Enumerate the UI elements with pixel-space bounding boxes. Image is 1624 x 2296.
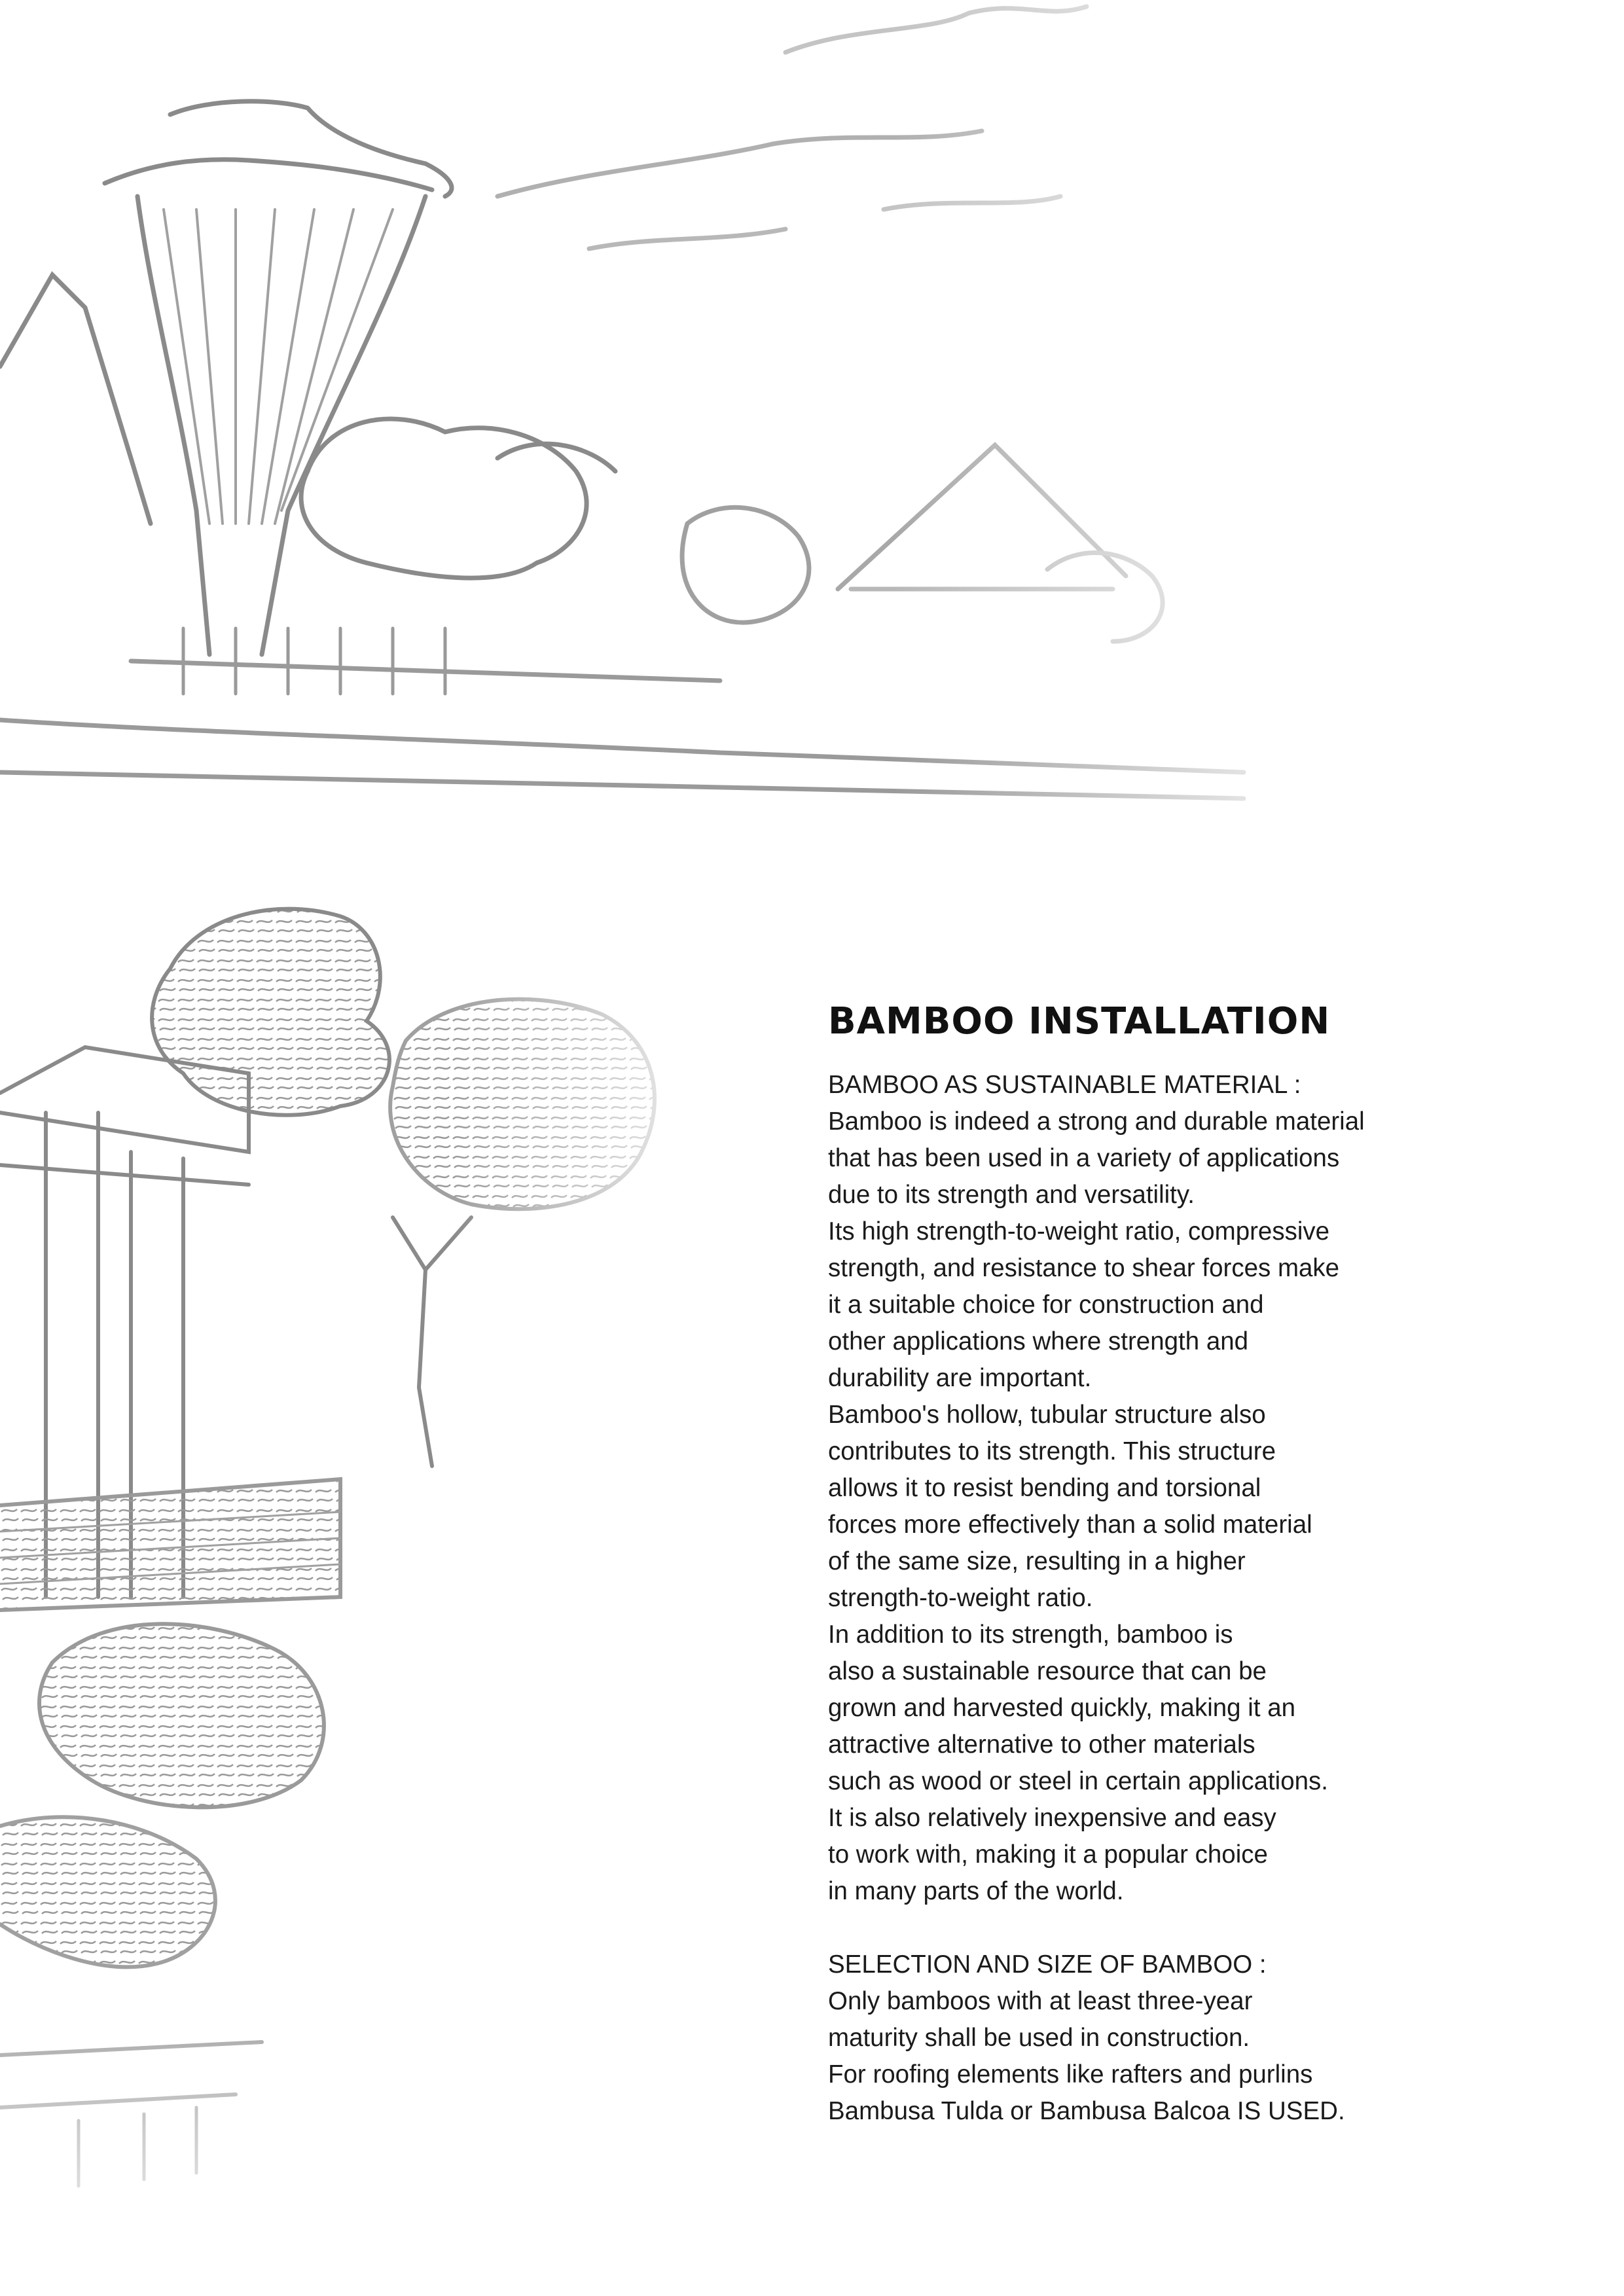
body-text-line: of the same size, resulting in a higher [828, 1547, 1246, 1575]
body-text-line: such as wood or steel in certain applications. [828, 1767, 1329, 1795]
section-heading: SELECTION AND SIZE OF BAMBOO : [828, 1950, 1267, 1979]
body-text-line: Bamboo's hollow, tubular structure also [828, 1400, 1266, 1429]
trees-sketch-svg [0, 877, 753, 2296]
body-text-line: durability are important. [828, 1363, 1092, 1392]
body-text-line: forces more effectively than a solid material [828, 1510, 1312, 1539]
pavilion-sketch-svg [0, 0, 1624, 825]
body-text-line: also a sustainable resource that can be [828, 1657, 1267, 1685]
body-text-line: due to its strength and versatility. [828, 1180, 1195, 1209]
body-text-line: in many parts of the world. [828, 1876, 1124, 1905]
body-text-line: strength-to-weight ratio. [828, 1583, 1093, 1612]
body-text-line: Bamboo is indeed a strong and durable material [828, 1107, 1365, 1136]
body-text-line: other applications where strength and [828, 1327, 1249, 1355]
body-text-line: that has been used in a variety of applications [828, 1143, 1340, 1172]
sketch-illustration-pavilion [0, 0, 1624, 825]
body-text-line: Only bamboos with at least three-year [828, 1986, 1253, 2015]
body-text-line: maturity shall be used in construction. [828, 2023, 1250, 2052]
page-title: BAMBOO INSTALLATION [828, 1000, 1331, 1043]
section-selection-and-size [828, 1946, 1581, 2130]
text-column [828, 1001, 1581, 2130]
body-text-line: attractive alternative to other materials [828, 1730, 1255, 1759]
sketch-illustration-trees [0, 877, 753, 2296]
body-text-line: In addition to its strength, bamboo is [828, 1620, 1233, 1649]
body-text-line: to work with, making it a popular choice [828, 1840, 1268, 1869]
section-sustainable-material [828, 1067, 1581, 1910]
body-text-line: It is also relatively inexpensive and easy [828, 1803, 1276, 1832]
section-heading: BAMBOO AS SUSTAINABLE MATERIAL : [828, 1070, 1301, 1099]
body-text-line: allows it to resist bending and torsional [828, 1473, 1261, 1502]
body-text-line: it a suitable choice for construction and [828, 1290, 1264, 1319]
body-text-line: Its high strength-to-weight ratio, compressive [828, 1217, 1330, 1246]
body-text-line: Bambusa Tulda or Bambusa Balcoa IS USED. [828, 2096, 1345, 2125]
paragraph-gap [828, 1910, 1581, 1946]
body-text-line: grown and harvested quickly, making it an [828, 1693, 1296, 1722]
body-text-line: For roofing elements like rafters and purlins [828, 2060, 1313, 2089]
body-text-line: strength, and resistance to shear forces make [828, 1253, 1340, 1282]
body-text-line: contributes to its strength. This structure [828, 1437, 1276, 1465]
